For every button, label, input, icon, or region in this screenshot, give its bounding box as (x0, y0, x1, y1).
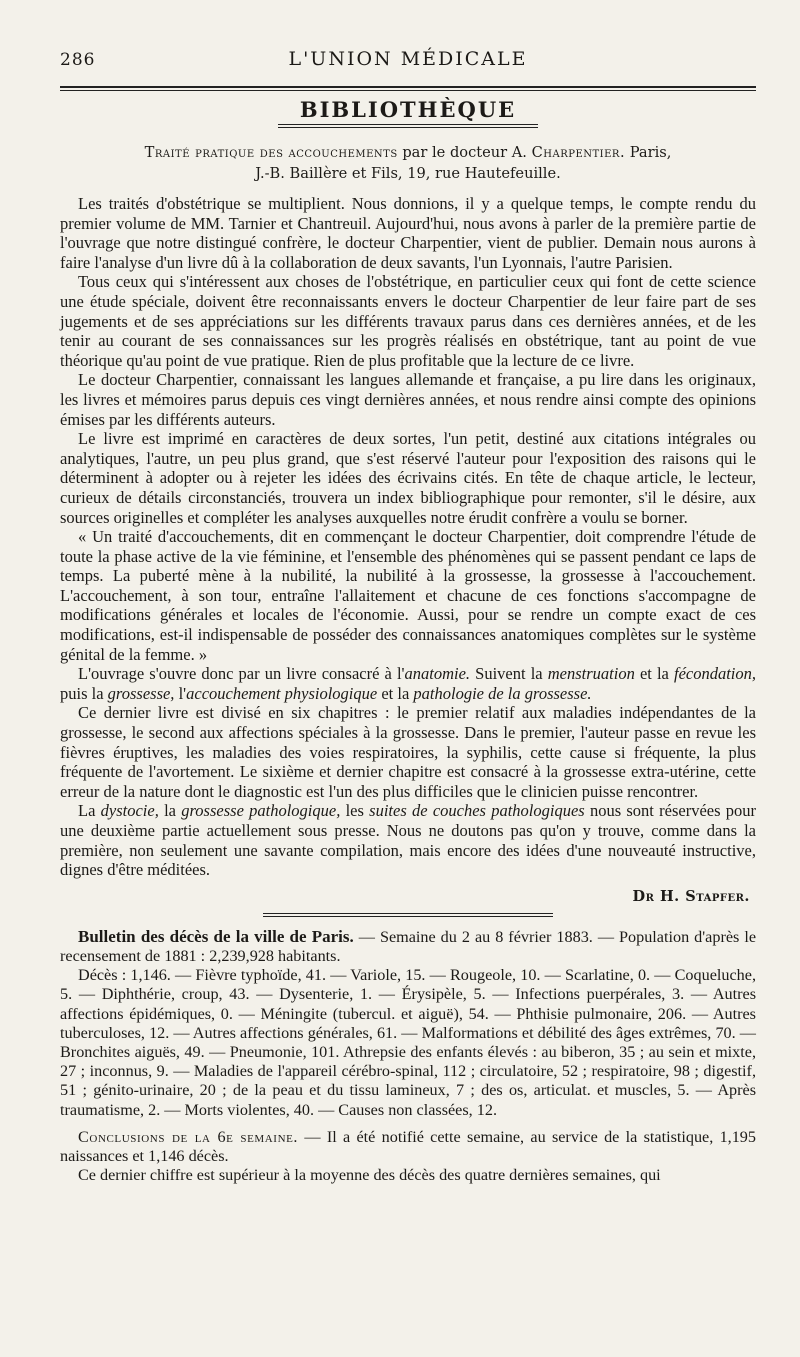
p8-suites: suites de couches pathologiques (369, 801, 585, 821)
p6-text-b: Suivent la (470, 664, 548, 684)
review-paragraph-2: Tous ceux qui s'intéressent aux choses de l'obstétrique, en particulier ceux qui font de cette science une étude spéciale, doivent être reconnaissants envers le docteur Charpentier de leur faire part de ses jugements et de ses appréciations sur les différents travaux parus dans ces dernières années, et de les tenir au courant de ses connaissances sur les progrès réalisés en obstétrique, tant au point de vue théorique qu'au point de vue pratique. Rien de plus profitable que la lecture de ce livre. (60, 272, 756, 370)
review-paragraph-5: « Un traité d'accouchements, dit en commençant le docteur Charpentier, doit comprendre l'étude de toute la phase active de la vie féminine, et l'ensemble des phénomènes qui se passent pendant ce laps de temps. La puberté mène à la nubilité, la nubilité à la grossesse, la grossesse à l'accouchement. L'accouchement, à son tour, entraîne l'allaitement et chacune de ces fonctions s'accompagne de modifications générales et locales de l'économie. Aussi, pour se rendre un compte exact de ces modifications, est-il indispensable de posséder des connaissances anatomiques complètes sur le système génital de la femme. » (60, 527, 756, 664)
bulletin-last-line: Ce dernier chiffre est supérieur à la moyenne des décès des quatre dernières semaines, qui (78, 1166, 661, 1185)
review-paragraph-6 (60, 664, 756, 703)
bulletin-intro-text: — Semaine du 2 au 8 février 1883. — Population d'après le recensement de 1881 : 2,239,928 habitants. (60, 927, 756, 965)
review-paragraph-7: Ce dernier livre est divisé en six chapitres : le premier relatif aux maladies indépendantes de la grossesse, le second aux affections spéciales à la grossesse. Dans le premier, l'auteur passe en revue les fièvres éruptives, les maladies des voies respiratoires, la syphilis, cette cause si fréquente, la plus fréquente de l'avortement. Le sixième et dernier chapitre est consacré à la grossesse extra-utérine, cette erreur de la nature dont le diagnostic est l'un des plus difficiles que le clinicien puisse rencontrer. (60, 703, 756, 801)
review-paragraph-3: Le docteur Charpentier, connaissant les langues allemande et française, a pu lire dans les originaux, les livres et mémoires parus depuis ces vingt dernières années, et nous rendre ainsi compte des opinions émises par les différents auteurs. (60, 370, 756, 429)
page-number: 286 (60, 50, 96, 70)
journal-title: L'UNION MÉDICALE (288, 48, 528, 70)
p8-grossesse-pathologique: grossesse pathologique, (181, 801, 341, 821)
p6-accouchement: accouchement physiologique (186, 683, 378, 703)
book-publisher: J.-B. Baillère et Fils, 19, rue Hautefeuille. (255, 165, 561, 182)
review-paragraph-8 (60, 801, 756, 879)
section-title: BIBLIOTHÈQUE (299, 97, 517, 122)
bulletin-conclusions (60, 1128, 756, 1166)
running-header (60, 36, 756, 80)
p6-anatomie: anatomie. (404, 664, 471, 684)
book-by: par le docteur A. (402, 144, 527, 161)
p8-text-b: la (158, 801, 182, 821)
p6-text-d: puis la (60, 683, 108, 703)
section-rule (278, 124, 538, 128)
p6-text-e: l' (174, 683, 187, 703)
p6-text-a: L'ouvrage s'ouvre donc par un livre consacré à l' (78, 664, 405, 684)
review-body (60, 194, 756, 880)
header-rule (60, 86, 756, 91)
p6-grossesse: grossesse, (107, 683, 175, 703)
conclusions-text: — Il a été notifié cette semaine, au service de la statistique, 1,195 naissances et 1,146 décès. (60, 1127, 756, 1166)
p8-text-c: les (340, 801, 370, 821)
p6-fecondation: fécondation, (673, 664, 757, 684)
p6-pathologie: pathologie de la grossesse. (413, 683, 592, 703)
p8-text-d: nous sont réservées pour une deuxième partie actuellement sous presse. Nous ne doutons pas qu'on y trouve, comme dans la première, non seulement une savante compilation, mais encore des idées d'une nouveauté instructive, dignes d'être méditées. (60, 801, 757, 880)
book-reference (60, 142, 756, 184)
p6-text-c: et la (634, 664, 674, 684)
p6-menstruation: menstruation (547, 664, 635, 684)
bulletin-section (60, 927, 756, 1186)
book-author: Charpentier. (531, 144, 626, 161)
review-paragraph-4: Le livre est imprimé en caractères de deux sortes, l'un petit, destiné aux citations intégrales ou analytiques, l'autre, un peu plus grand, que s'est réservé l'auteur pour l'exposition des raisons qui le déterminent à adopter ou à rejeter les idées des écrivains cités. En tête de chaque article, le lecteur, curieux de détails circonstanciés, trouvera un index bibliographique pour remonter, s'il le désire, aux sources originelles et compléter les analyses auxquelles notre érudit confrère a voulu se borner. (60, 429, 756, 527)
book-place: Paris, (629, 144, 672, 161)
book-title: Traité pratique des accouchements (144, 144, 398, 161)
bulletin-intro (60, 927, 756, 966)
article-separator (263, 913, 553, 917)
conclusions-label: Conclusions de la 6e semaine. (78, 1127, 299, 1146)
p8-text-a: La (78, 801, 101, 821)
bulletin-title: Bulletin des décès de la ville de Paris. (78, 926, 354, 946)
review-paragraph-1: Les traités d'obstétrique se multiplient. Nous donnions, il y a quelque temps, le compte rendu du premier volume de MM. Tarnier et Chantreuil. Aujourd'hui, nous avons à parler de la première partie de l'ouvrage que notre distingué confrère, le docteur Charpentier, vient de publier. Demain nous aurons à faire l'analyse d'un livre dû à la collaboration de deux savants, l'un Lyonnais, l'autre Parisien. (60, 194, 756, 272)
p8-dystocie: dystocie, (100, 801, 159, 821)
review-signature: Dr H. Stapfer. (632, 887, 750, 905)
bulletin-deaths: Décès : 1,146. — Fièvre typhoïde, 41. — Variole, 15. — Rougeole, 10. — Scarlatine, 0. — Coqueluche, 5. — Diphthérie, croup, 43. — Dysenterie, 1. — Érysipèle, 5. — Infections puerpérales, 3. — Autres affections épidémiques, 0. — Méningite (tubercul. et aiguë), 54. — Phthisie pulmonaire, 206. — Autres tuberculoses, 12. — Autres affections générales, 61. — Malformations et débilité des âges extrêmes, 70. — Bronchites aiguës, 49. — Pneumonie, 101. Athrepsie des enfants élevés : au biberon, 35 ; au sein et mixte, 27 ; inconnus, 9. — Maladies de l'appareil cérébro-spinal, 112 ; circulatoire, 52 ; respiratoire, 98 ; digestif, 51 ; génito-urinaire, 20 ; de la peau et du tissu lamineux, 7 ; des os, articulat. et muscles, 5. — Après traumatisme, 2. — Morts violentes, 40. — Causes non classées, 12. (60, 966, 756, 1119)
p6-text-f: et la (377, 683, 414, 703)
